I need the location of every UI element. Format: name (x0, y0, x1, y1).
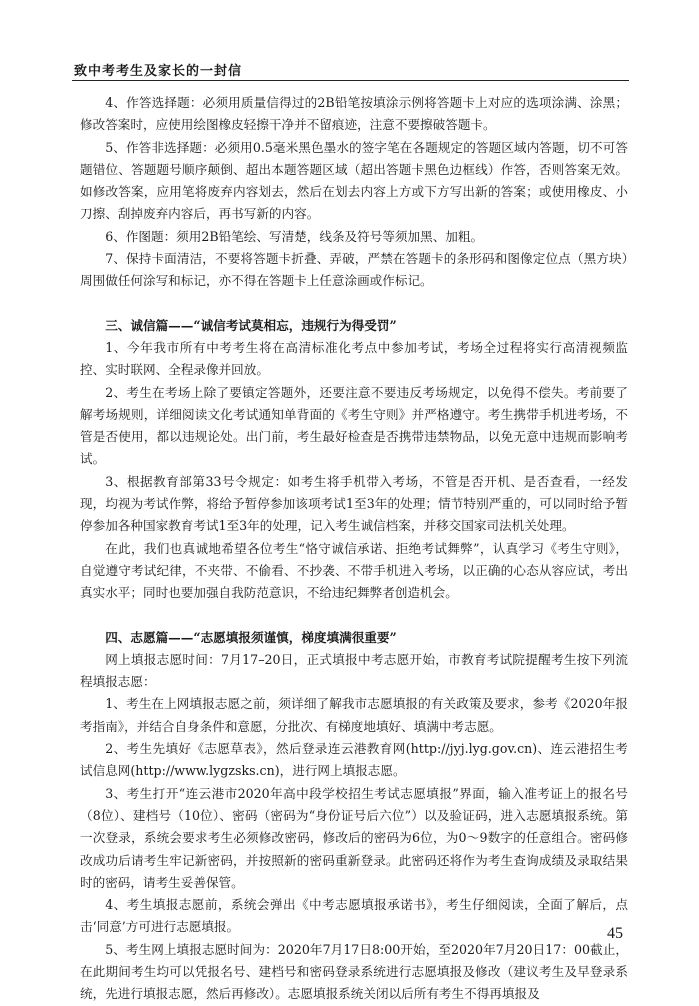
running-header (72, 58, 629, 81)
paragraph-rule-4: 4、作答选择题：必须用质量信得过的2B铅笔按填涂示例将答题卡上对应的选项涂满、涂黑；修改答案时，应使用绘图橡皮轻擦干净并不留痕迹，注意不要擦破答题卡。 (80, 95, 628, 133)
paragraph-rule-7: 7、保持卡面清洁，不要将答题卡折叠、弄破，严禁在答题卡的条形码和图像定位点（黑方块）周围做任何涂写和标记，亦不得在答题卡上任意涂画或作标记。 (80, 251, 628, 289)
paragraph-integrity-2: 2、考生在考场上除了要镇定答题外，还要注意不要违反考场规定，以免得不偿失。考前要了解考场规则，详细阅读文化考试通知单背面的《考生守则》并严格遵守。考生携带手机进考场，不管是否使用，都以违规论处。出门前，考生最好检查是否携带违禁物品，以免无意中违规而影响考试。 (80, 384, 628, 467)
paragraph-rule-5: 5、作答非选择题：必须用0.5毫米黑色墨水的签字笔在各题规定的答题区域内答题，切不可答题错位、答题题号顺序颠倒、超出本题答题区域（超出答题卡黑色边框线）作答，否则答案无效。如修改答案，应用笔将废弃内容划去，然后在划去内容上方或下方写出新的答案；或使用橡皮、小刀擦、刮掉废弃内容后，再书写新的内容。 (80, 139, 628, 222)
paragraph-rule-6: 6、作图题：须用2B铅笔绘、写清楚，线条及符号等须加黑、加粗。 (105, 228, 484, 244)
paragraph-application-5: 5、考生网上填报志愿时间为：2020年7月17日8:00开始，至2020年7月20日17：00截止，在此期间考生均可以凭报名号、建档号和密码登录系统进行志愿填报及修改（建议考生及早登录系统，先进行填报志愿，然后再修改）。志愿填报系统关闭以后所有考生不得再填报及 (80, 941, 628, 1002)
paragraph-integrity-3: 3、根据教育部第33号令规定：如考生将手机带入考场，不管是否开机、是否查看，一经发现，均视为考试作弊，将给予暂停参加该项考试1至3年的处理；情节特别严重的，可以同时给予暂停参加各种国家教育考试1至3年的处理，记入考生诚信档案，并移交国家司法机关处理。 (80, 473, 628, 534)
paragraph-integrity-1: 1、今年我市所有中考考生将在高清标准化考点中参加考试，考场全过程将实行高清视频监控、实时联网、全程录像并回放。 (80, 339, 628, 378)
section-heading-application: 四、志愿篇——“志愿填报须谨慎，梯度填满很重要” (105, 629, 397, 645)
paragraph-application-2: 2、考生先填好《志愿草表》，然后登录连云港教育网(http://jyj.lyg.gov.cn)、连云港招生考试信息网(http://www.lygzsks.cn)，进行网上填报志愿。 (80, 741, 628, 779)
paragraph-application-3: 3、考生打开“连云港市2020年高中段学校招生考试志愿填报”界面，输入准考证上的报名号（8位）、建档号（10位）、密码（密码为“身份证号后六位”）以及验证码，进入志愿填报系统。第一次登录，系统会要求考生必须修改密码，修改后的密码为6位，为0～9数字的任意组合。密码修改成功后请考生牢记新密码，并按照新的密码重新登录。此密码还将作为考生查询成绩及录取结果时的密码，请考生妥善保管。 (80, 785, 628, 890)
section-heading-integrity: 三、诚信篇——“诚信考试莫相忘，违规行为得受罚” (105, 317, 397, 333)
paragraph-integrity-closing: 在此，我们也真诚地希望各位考生“恪守诚信承诺、拒绝考试舞弊”，认真学习《考生守则》，自觉遵守考试纪律，不夹带、不偷看、不抄袭、不带手机进入考场，以正确的心态从容应试，考出真实水平；同时也要加强自我防范意识，不给违纪舞弊者创造机会。 (80, 540, 628, 601)
paragraph-application-1: 1、考生在上网填报志愿之前，须详细了解我市志愿填报的有关政策及要求，参考《2020年报考指南》，并结合自身条件和意愿，分批次、有梯度地填好、填满中考志愿。 (80, 696, 628, 734)
paragraph-application-4: 4、考生填报志愿前，系统会弹出《中考志愿填报承诺书》，考生仔细阅读，全面了解后，点击‘同意’方可进行志愿填报。 (80, 897, 628, 935)
document-body (80, 92, 628, 1006)
paragraph-application-intro: 网上填报志愿时间：7月17–20日，正式填报中考志愿开始，市教育考试院提醒考生按下列流程填报志愿： (80, 651, 628, 690)
page-number: 45 (607, 925, 623, 942)
header-title: 致中考考生及家长的一封信 (74, 64, 243, 79)
